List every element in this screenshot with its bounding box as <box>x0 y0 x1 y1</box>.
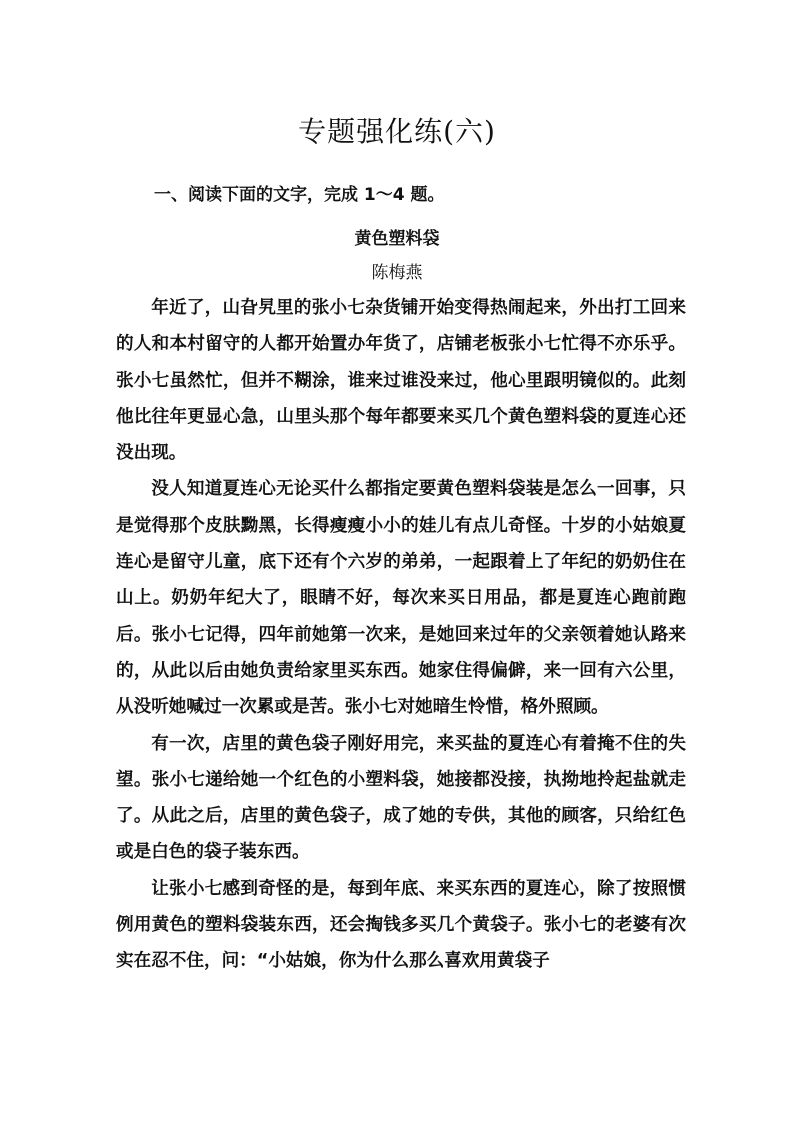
story-title: 黄色塑料袋 <box>354 229 440 249</box>
page-title: 专题强化练(六) <box>298 115 496 148</box>
story-author: 陈梅燕 <box>371 263 423 283</box>
story-paragraph: 有一次，店里的黄色袋子刚好用完，来买盐的夏连心有着掩不住的失望。张小七递给她一个红色的小塑料袋，她接都没接，执拗地拎起盐就走了。从此之后，店里的黄色袋子，成了她的专供，其他的顾客，只给红色或是白色的袋子装东西。 <box>116 733 686 863</box>
question-instruction: 一、阅读下面的文字，完成 1～4 题。 <box>154 185 445 205</box>
story-paragraph: 让张小七感到奇怪的是，每到年底、来买东西的夏连心，除了按照惯例用黄色的塑料袋装东西，还会掏钱多买几个黄袋子。张小七的老婆有次实在忍不住，问：“小姑娘，你为什么那么喜欢用黄袋子 <box>116 878 686 972</box>
story-body <box>116 290 686 980</box>
story-paragraph: 没人知道夏连心无论买什么都指定要黄色塑料袋装是怎么一回事，只是觉得那个皮肤黝黑，长得瘦瘦小小的娃儿有点儿奇怪。十岁的小姑娘夏连心是留守儿童，底下还有个六岁的弟弟，一起跟着上了年纪的奶奶住在山上。奶奶年纪大了，眼睛不好，每次来买日用品，都是夏连心跑前跑后。张小七记得，四年前她第一次来，是她回来过年的父亲领着她认路来的，从此以后由她负责给家里买东西。她家住得偏僻，来一回有六公里，从没听她喊过一次累或是苦。张小七对她暗生怜惜，格外照顾。 <box>116 479 686 718</box>
story-paragraph: 年近了，山旮旯里的张小七杂货铺开始变得热闹起来，外出打工回来的人和本村留守的人都开始置办年货了，店铺老板张小七忙得不亦乐乎。张小七虽然忙，但并不糊涂，谁来过谁没来过，他心里跟明镜似的。此刻他比往年更显心急，山里头那个每年都要来买几个黄色塑料袋的夏连心还没出现。 <box>116 298 686 464</box>
